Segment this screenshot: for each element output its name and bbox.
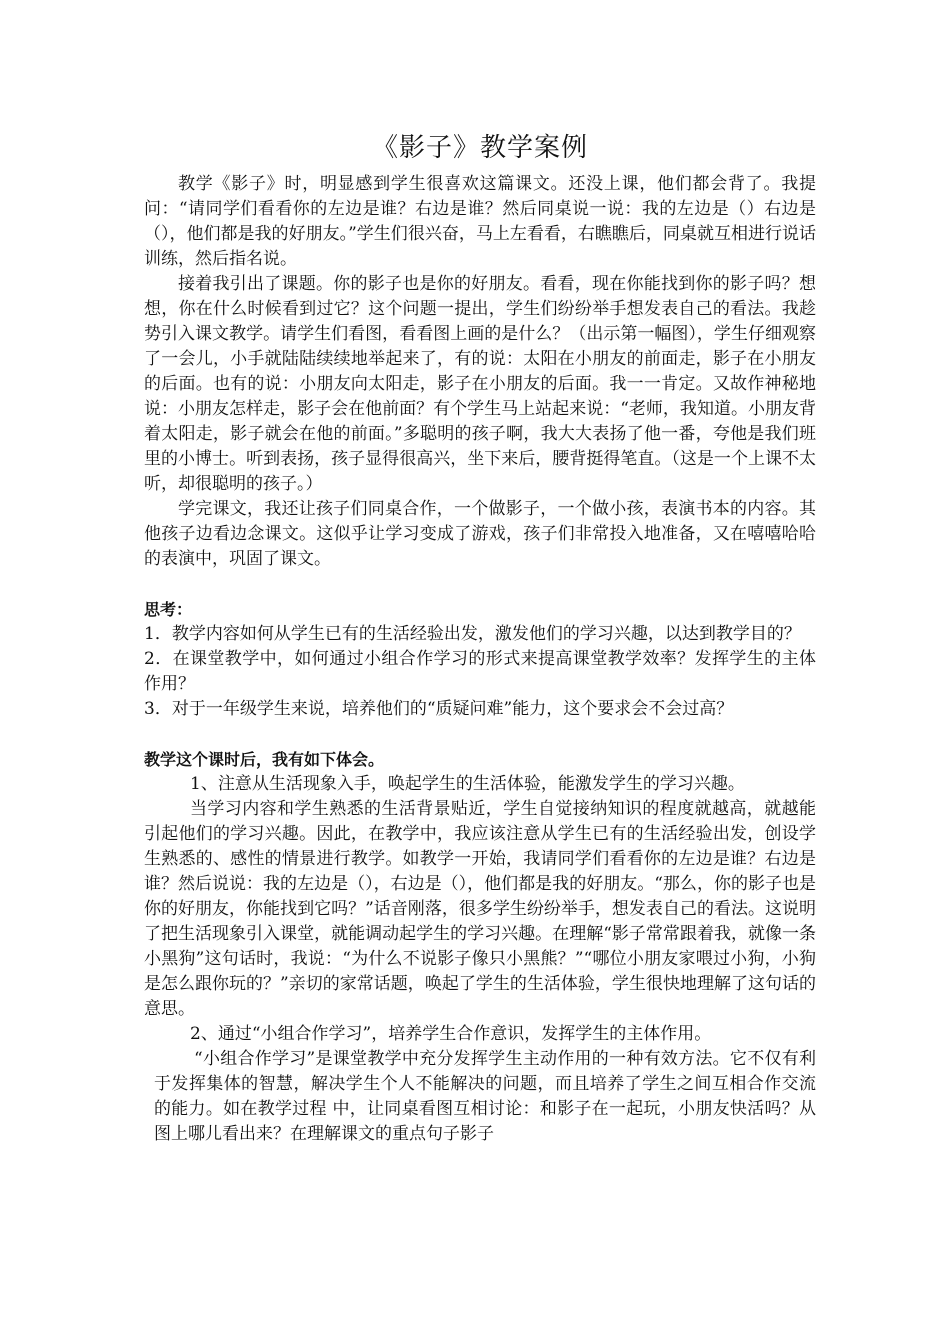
- reflection-question-3: 3．对于一年级学生来说，培养他们的“质疑问难”能力，这个要求会不会过高？: [144, 699, 734, 719]
- experience-point-2: 2、通过“小组合作学习”，培养学生合作意识，发挥学生的主体作用。: [190, 1024, 712, 1044]
- experience-heading: 教学这个课时后，我有如下体会。: [144, 750, 385, 769]
- document-page: [144, 128, 816, 1147]
- spacer: [144, 572, 816, 597]
- spacer: [144, 722, 816, 747]
- experience-point-2-body: “小组合作学习”是课堂教学中充分发挥学生主动作用的一种有效方法。它不仅有利于发挥集体的智慧，解决学生个人不能解决的问题，而且培养了学生之间互相合作交流的能力。如在教学过程 中，让同桌看图互相讨论：和影子在一起玩，小朋友快活吗？从图上哪儿看出来？在理解课文的重点句子影子: [154, 1049, 816, 1144]
- paragraph-2: 接着我引出了课题。你的影子也是你的好朋友。看看，现在你能找到你的影子吗？想想，你在什么时候看到过它？这个问题一提出，学生们纷纷举手想发表自己的看法。我趁势引入课文教学。请学生们看图，看看图上画的是什么？（出示第一幅图），学生仔细观察了一会儿，小手就陆陆续续地举起来了，有的说：太阳在小朋友的前面走，影子在小朋友的后面。也有的说：小朋友向太阳走，影子在小朋友的后面。我一一肯定。又故作神秘地说：小朋友怎样走，影子会在他前面？有个学生马上站起来说：“老师，我知道。小朋友背着太阳走，影子就会在他的前面。”多聪明的孩子啊，我大大表扬了他一番，夸他是我们班里的小博士。听到表扬，孩子显得很高兴，坐下来后，腰背挺得笔直。（这是一个上课不太听，却很聪明的孩子。）: [144, 274, 816, 494]
- reflection-question-1: 1．教学内容如何从学生已有的生活经验出发，激发他们的学习兴趣，以达到教学目的？: [144, 624, 801, 644]
- paragraph-1: 教学《影子》时，明显感到学生很喜欢这篇课文。还没上课，他们都会背了。我提问：“请同学们看看你的左边是谁？右边是谁？然后同桌说一说：我的左边是（）右边是（），他们都是我的好朋友。”学生们很兴奋，马上左看看，右瞧瞧后，同桌就互相进行说话训练，然后指名说。: [144, 174, 816, 269]
- document-title: 《影子》教学案例: [371, 133, 588, 163]
- experience-point-1: 1、注意从生活现象入手，唤起学生的生活体验，能激发学生的学习兴趣。: [190, 774, 745, 794]
- experience-point-1-body: 当学习内容和学生熟悉的生活背景贴近，学生自觉接纳知识的程度就越高，就越能引起他们的学习兴趣。因此，在教学中，我应该注意从学生已有的生活经验出发，创设学生熟悉的、感性的情景进行教学。如教学一开始，我请同学们看看你的左边是谁？右边是谁？然后说说：我的左边是（），右边是（），他们都是我的好朋友。“那么，你的影子也是你的好朋友，你能找到它吗？”话音刚落，很多学生纷纷举手，想发表自己的看法。这说明了把生活现象引入课堂，就能调动起学生的学习兴趣。在理解“影子常常跟着我，就像一条小黑狗”这句话时，我说：“为什么不说影子像只小黑熊？”“哪位小朋友家喂过小狗，小狗是怎么跟你玩的？”亲切的家常话题，唤起了学生的生活体验，学生很快地理解了这句话的意思。: [144, 799, 816, 1019]
- paragraph-3: 学完课文，我还让孩子们同桌合作，一个做影子，一个做小孩，表演书本的内容。其他孩子边看边念课文。这似乎让学习变成了游戏，孩子们非常投入地准备，又在嘻嘻哈哈的表演中，巩固了课文。: [144, 499, 816, 569]
- reflection-heading: 思考：: [144, 600, 193, 619]
- reflection-question-2: 2．在课堂教学中，如何通过小组合作学习的形式来提高课堂教学效率？发挥学生的主体作用？: [144, 649, 816, 694]
